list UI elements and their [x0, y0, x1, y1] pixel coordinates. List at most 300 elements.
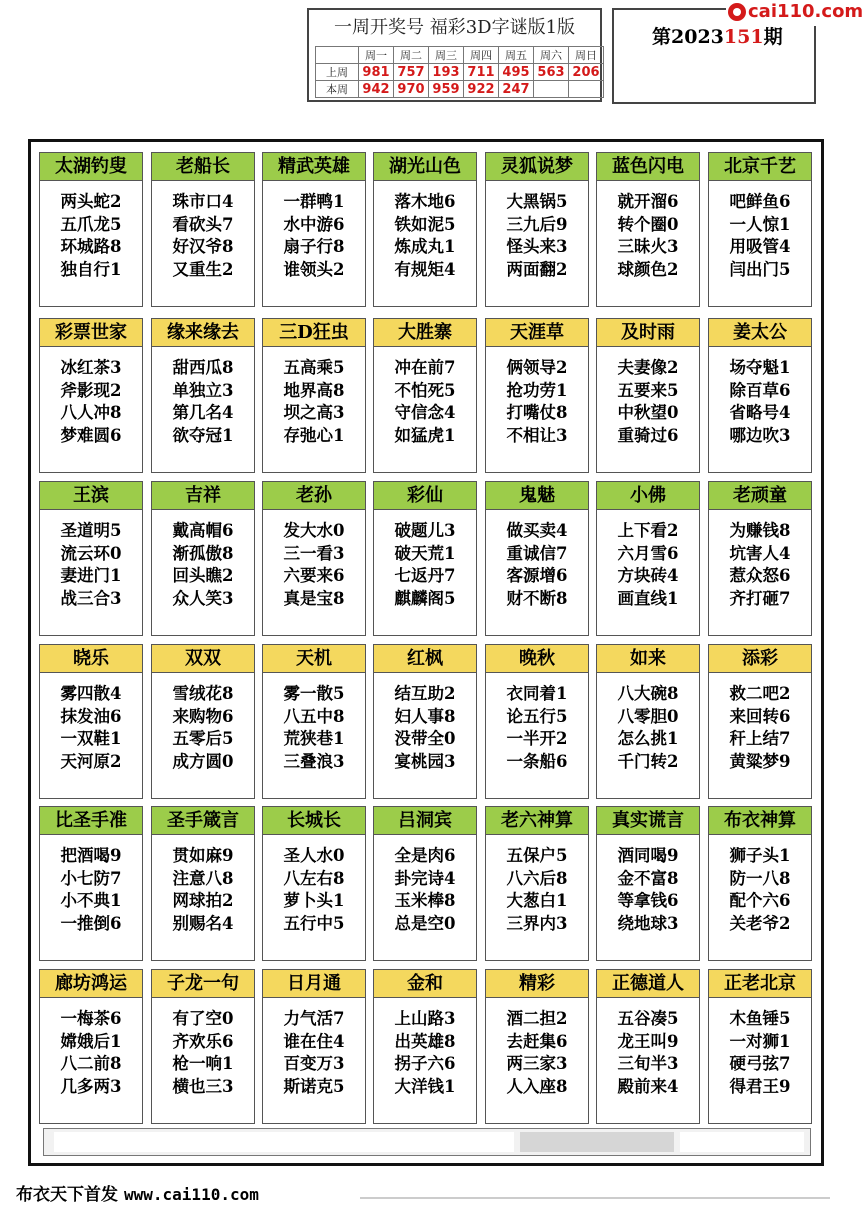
cell-author-title: 天涯草 [486, 319, 588, 347]
clue-line: 小不典1 [60, 891, 122, 910]
puzzle-cell [39, 806, 143, 961]
puzzle-cell [39, 318, 143, 473]
clue-line: 秆上结7 [729, 729, 791, 748]
puzzle-cell [39, 481, 143, 636]
puzzle-cell [596, 152, 700, 307]
clue-list [40, 1008, 142, 1098]
clue-line: 出英雄8 [394, 1031, 456, 1051]
clue-line: 嫦娥后1 [60, 1031, 122, 1051]
clue-line: 雾一散5 [283, 684, 345, 703]
clue-line: 贯如麻9 [172, 846, 234, 865]
clue-line: 硬弓弦7 [729, 1054, 791, 1073]
clue-line: 单独立3 [172, 380, 234, 400]
clue-list [486, 1008, 588, 1098]
clue-line: 得君王9 [729, 1076, 791, 1096]
clue-list [597, 357, 699, 447]
clue-line: 怎么挑1 [617, 729, 679, 748]
cell-author-title: 红枫 [374, 645, 476, 673]
draw-number [534, 81, 569, 98]
clue-line: 用吸管4 [729, 237, 791, 256]
clue-line: 画直线1 [617, 588, 679, 608]
draw-number: 970 [394, 81, 429, 98]
clue-list [40, 357, 142, 447]
clue-line: 做买卖4 [506, 521, 568, 540]
clue-line: 两头蛇2 [60, 192, 122, 211]
cell-author-title: 添彩 [709, 645, 811, 673]
cell-author-title: 廊坊鸿运 [40, 970, 142, 998]
cell-author-title: 子龙一句 [152, 970, 254, 998]
puzzle-cell [262, 644, 366, 799]
bottom-bar-blank-right [680, 1132, 804, 1152]
site-name: cai110.com [748, 1, 863, 22]
puzzle-cell [151, 152, 255, 307]
issue-prefix: 第2023 [652, 26, 724, 48]
footer-divider [360, 1197, 830, 1199]
cell-author-title: 圣手箴言 [152, 807, 254, 835]
clue-line: 哪边吹3 [729, 425, 791, 445]
draw-number: 959 [429, 81, 464, 98]
clue-list [709, 845, 811, 935]
clue-line: 横也三3 [172, 1076, 234, 1096]
clue-line: 妇人事8 [394, 706, 456, 726]
draw-number: 206 [569, 64, 604, 81]
clue-line: 水中游6 [283, 214, 345, 234]
clue-line: 木鱼锤5 [729, 1009, 791, 1028]
cell-author-title: 王滨 [40, 482, 142, 510]
clue-line: 五行中5 [283, 913, 345, 933]
draw-number: 942 [359, 81, 394, 98]
clue-line: 重诚信7 [506, 543, 568, 563]
clue-line: 三界内3 [506, 913, 568, 933]
clue-line: 救二吧2 [729, 684, 791, 703]
clue-line: 八五中8 [283, 706, 345, 726]
clue-list [709, 683, 811, 773]
clue-list [152, 357, 254, 447]
clue-list [374, 1008, 476, 1098]
puzzle-cell [373, 318, 477, 473]
clue-list [709, 520, 811, 610]
clue-list [597, 683, 699, 773]
cell-author-title: 三D狂虫 [263, 319, 365, 347]
puzzle-cell [485, 481, 589, 636]
clue-line: 斯诺克5 [283, 1076, 345, 1096]
bottom-bar-blank [54, 1132, 514, 1152]
clue-list [597, 1008, 699, 1098]
clue-line: 梦难圆6 [60, 425, 122, 445]
puzzle-cell [596, 644, 700, 799]
clue-line: 第几名4 [172, 403, 234, 422]
cell-author-title: 老船长 [152, 153, 254, 181]
clue-line: 宴桃园3 [394, 751, 456, 771]
clue-line: 三旬半3 [617, 1054, 679, 1073]
puzzle-cell [151, 806, 255, 961]
clue-line: 关老爷2 [729, 913, 791, 933]
cell-author-title: 精武英雄 [263, 153, 365, 181]
clue-line: 成方圆0 [172, 751, 234, 771]
clue-list [709, 191, 811, 281]
last-week-row [316, 64, 604, 81]
puzzle-cell [485, 969, 589, 1124]
clue-line: 欲夺冠1 [172, 425, 234, 445]
clue-line: 上山路3 [394, 1009, 456, 1028]
clue-line: 总是空0 [394, 913, 456, 933]
issue-suffix: 期 [763, 26, 783, 48]
cell-author-title: 如来 [597, 645, 699, 673]
puzzle-cell [373, 644, 477, 799]
site-logo[interactable] [726, 0, 863, 26]
clue-line: 全是肉6 [394, 846, 456, 865]
clue-list [374, 191, 476, 281]
clue-list [263, 520, 365, 610]
clue-list [40, 683, 142, 773]
cell-author-title: 长城长 [263, 807, 365, 835]
clue-line: 来购物6 [172, 706, 234, 726]
clue-line: 五高乘5 [283, 358, 345, 377]
clue-line: 大黑锅5 [506, 192, 568, 211]
clue-line: 发大水0 [283, 521, 345, 540]
clue-line: 一梅茶6 [60, 1009, 122, 1028]
draw-number-table [315, 46, 604, 98]
clue-line: 重骑过6 [617, 425, 679, 445]
weekday-header-row [316, 47, 604, 64]
clue-list [263, 357, 365, 447]
clue-line: 客源增6 [506, 566, 568, 585]
clue-list [263, 191, 365, 281]
clue-line: 战三合3 [60, 588, 122, 608]
footer-text: 布衣天下首发 [16, 1185, 118, 1205]
clue-line: 铁如泥5 [394, 214, 456, 234]
clue-line: 流云环0 [60, 543, 122, 563]
clue-line: 斧影现2 [60, 380, 122, 400]
puzzle-cell [708, 481, 812, 636]
puzzle-cell [708, 644, 812, 799]
footer-url[interactable]: www.cai110.com [124, 1185, 259, 1204]
puzzle-cell [262, 318, 366, 473]
clue-line: 酒二担2 [506, 1009, 568, 1028]
cell-author-title: 彩票世家 [40, 319, 142, 347]
clue-line: 转个圈0 [617, 214, 679, 234]
clue-line: 三九后9 [506, 214, 568, 234]
puzzle-cell [485, 152, 589, 307]
clue-line: 五零后5 [172, 729, 234, 748]
clue-line: 千门转2 [617, 751, 679, 771]
clue-list [152, 683, 254, 773]
cell-author-title: 及时雨 [597, 319, 699, 347]
clue-line: 吧鲜鱼6 [729, 192, 791, 211]
clue-line: 炼成丸1 [394, 237, 456, 256]
clue-line: 七返丹7 [394, 566, 456, 585]
clue-line: 惹众怒6 [729, 566, 791, 585]
clue-line: 人入座8 [506, 1076, 568, 1096]
clue-line: 俩领导2 [506, 358, 568, 377]
clue-line: 坝之高3 [283, 403, 345, 422]
clue-line: 一群鸭1 [283, 192, 345, 211]
puzzle-grid [28, 139, 824, 1166]
cell-author-title: 老六神算 [486, 807, 588, 835]
clue-line: 就开溜6 [617, 192, 679, 211]
clue-line: 闫出门5 [729, 259, 791, 279]
puzzle-cell [485, 318, 589, 473]
clue-line: 中秋望0 [617, 403, 679, 422]
clue-line: 五爪龙5 [60, 214, 122, 234]
clue-line: 玉米棒8 [394, 891, 456, 910]
clue-line: 有了空0 [172, 1009, 234, 1028]
clue-line: 抹发油6 [60, 706, 122, 726]
draw-number: 711 [464, 64, 499, 81]
clue-line: 圣道明5 [60, 521, 122, 540]
cell-author-title: 缘来缘去 [152, 319, 254, 347]
cell-author-title: 布衣神算 [709, 807, 811, 835]
weekday-label: 周二 [394, 47, 429, 64]
clue-list [374, 520, 476, 610]
draw-number: 981 [359, 64, 394, 81]
clue-list [152, 1008, 254, 1098]
puzzle-cell [373, 152, 477, 307]
puzzle-cell [373, 481, 477, 636]
cell-author-title: 精彩 [486, 970, 588, 998]
clue-line: 扇子行8 [283, 237, 345, 256]
puzzle-cell [151, 481, 255, 636]
clue-line: 天河原2 [60, 751, 122, 771]
clue-line: 地界高8 [283, 380, 345, 400]
clue-line: 两面翻2 [506, 259, 568, 279]
puzzle-cell [39, 644, 143, 799]
clue-list [40, 191, 142, 281]
clue-line: 去赶集6 [506, 1031, 568, 1051]
clue-line: 没带全0 [394, 729, 456, 748]
clue-line: 好汉爷8 [172, 237, 234, 256]
weekday-label: 周五 [499, 47, 534, 64]
puzzle-cell [708, 969, 812, 1124]
clue-line: 金不富8 [617, 868, 679, 888]
clue-line: 衣同着1 [506, 684, 568, 703]
puzzle-cell [596, 318, 700, 473]
clue-line: 方块砖4 [617, 566, 679, 585]
clue-line: 球颜色2 [617, 259, 679, 279]
clue-line: 八六后8 [506, 868, 568, 888]
clue-line: 上下看2 [617, 521, 679, 540]
draw-number: 563 [534, 64, 569, 81]
puzzle-cell [708, 806, 812, 961]
puzzle-cell [262, 806, 366, 961]
clue-line: 一推倒6 [60, 913, 122, 933]
cell-author-title: 小佛 [597, 482, 699, 510]
cell-author-title: 金和 [374, 970, 476, 998]
logo-circle-icon [728, 3, 746, 21]
clue-line: 三昧火3 [617, 237, 679, 256]
clue-line: 萝卜头1 [283, 891, 345, 910]
clue-list [374, 357, 476, 447]
cell-author-title: 湖光山色 [374, 153, 476, 181]
weekly-draw-panel [307, 8, 602, 102]
clue-line: 几多两3 [60, 1076, 122, 1096]
clue-line: 守信念4 [394, 403, 456, 422]
cell-author-title: 吉祥 [152, 482, 254, 510]
clue-line: 网球拍2 [172, 891, 234, 910]
clue-line: 八零胆0 [617, 706, 679, 726]
cell-author-title: 双双 [152, 645, 254, 673]
clue-line: 龙王叫9 [617, 1031, 679, 1051]
clue-line: 配个六6 [729, 891, 791, 910]
puzzle-cell [596, 806, 700, 961]
clue-line: 一双鞋1 [60, 729, 122, 748]
clue-line: 别赐名4 [172, 913, 234, 933]
clue-line: 酒同喝9 [617, 846, 679, 865]
clue-line: 一人惊1 [729, 214, 791, 234]
cell-author-title: 北京千艺 [709, 153, 811, 181]
clue-line: 来回转6 [729, 706, 791, 726]
clue-line: 拐子六6 [394, 1054, 456, 1073]
cell-author-title: 老顽童 [709, 482, 811, 510]
clue-list [263, 683, 365, 773]
clue-line: 不怕死5 [394, 380, 456, 400]
clue-line: 财不断8 [506, 588, 568, 608]
puzzle-cell [708, 318, 812, 473]
clue-line: 又重生2 [172, 259, 234, 279]
clue-line: 省略号4 [729, 403, 791, 422]
clue-list [374, 845, 476, 935]
clue-line: 雪绒花8 [172, 684, 234, 703]
clue-list [152, 191, 254, 281]
cell-author-title: 姜太公 [709, 319, 811, 347]
draw-number: 247 [499, 81, 534, 98]
clue-line: 力气活7 [283, 1009, 345, 1028]
clue-list [597, 520, 699, 610]
clue-list [486, 520, 588, 610]
cell-author-title: 蓝色闪电 [597, 153, 699, 181]
clue-line: 卦完诗4 [394, 868, 456, 888]
cell-author-title: 鬼魅 [486, 482, 588, 510]
clue-list [152, 520, 254, 610]
weekday-label: 周三 [429, 47, 464, 64]
clue-line: 荒狭巷1 [283, 729, 345, 748]
puzzle-cell [485, 806, 589, 961]
cell-author-title: 日月通 [263, 970, 365, 998]
clue-list [709, 1008, 811, 1098]
puzzle-cell [151, 318, 255, 473]
clue-line: 五保户5 [506, 846, 568, 865]
clue-line: 小七防7 [60, 868, 122, 888]
clue-line: 回头瞧2 [172, 566, 234, 585]
cell-author-title: 正老北京 [709, 970, 811, 998]
clue-line: 场夺魁1 [729, 358, 791, 377]
clue-line: 夫妻像2 [617, 358, 679, 377]
draw-number [569, 81, 604, 98]
clue-line: 五要来5 [617, 380, 679, 400]
cell-author-title: 老孙 [263, 482, 365, 510]
clue-list [597, 191, 699, 281]
clue-line: 百变万3 [283, 1054, 345, 1073]
weekday-label: 周一 [359, 47, 394, 64]
bottom-bar [43, 1128, 811, 1156]
clue-line: 八人冲8 [60, 403, 122, 422]
draw-number: 193 [429, 64, 464, 81]
clue-line: 狮子头1 [729, 846, 791, 865]
clue-list [40, 520, 142, 610]
puzzle-cell [596, 969, 700, 1124]
puzzle-cell [39, 969, 143, 1124]
cell-author-title: 太湖钓叟 [40, 153, 142, 181]
bottom-bar-shade [520, 1132, 674, 1152]
clue-list [486, 683, 588, 773]
clue-line: 黄粱梦9 [729, 751, 791, 771]
clue-line: 八二前8 [60, 1054, 122, 1073]
weekday-label: 周六 [534, 47, 569, 64]
cell-author-title: 灵狐说梦 [486, 153, 588, 181]
clue-line: 枪一响1 [172, 1054, 234, 1073]
weekday-label: 周日 [569, 47, 604, 64]
cell-author-title: 天机 [263, 645, 365, 673]
puzzle-cell [151, 969, 255, 1124]
clue-line: 论五行5 [506, 706, 568, 726]
clue-line: 戴高帽6 [172, 521, 234, 540]
clue-line: 甜西瓜8 [172, 358, 234, 377]
clue-list [486, 357, 588, 447]
clue-line: 六月雪6 [617, 543, 679, 563]
clue-line: 破天荒1 [394, 543, 456, 563]
clue-line: 独自行1 [60, 259, 122, 279]
clue-line: 雾四散4 [60, 684, 122, 703]
clue-line: 妻进门1 [60, 566, 122, 585]
clue-line: 注意八8 [172, 868, 234, 888]
row-label: 上周 [316, 64, 359, 81]
clue-line: 等拿钱6 [617, 891, 679, 910]
cell-author-title: 大胜寨 [374, 319, 476, 347]
clue-line: 渐孤傲8 [172, 543, 234, 563]
clue-line: 众人笑3 [172, 588, 234, 608]
panel-title: 一周开奖号 福彩3D字谜版1版 [333, 17, 576, 38]
clue-line: 环城路8 [60, 237, 122, 256]
clue-line: 五谷凑5 [617, 1009, 679, 1028]
clue-line: 一条船6 [506, 751, 568, 771]
clue-line: 齐打砸7 [729, 588, 791, 608]
clue-line: 八左右8 [283, 868, 345, 888]
puzzle-cell [373, 806, 477, 961]
clue-line: 两三家3 [506, 1054, 568, 1073]
clue-line: 为赚钱8 [729, 521, 791, 540]
puzzle-cell [373, 969, 477, 1124]
clue-line: 冰红茶3 [60, 358, 122, 377]
cell-author-title: 正德道人 [597, 970, 699, 998]
clue-line: 有规矩4 [394, 259, 456, 279]
puzzle-cell [262, 969, 366, 1124]
clue-line: 齐欢乐6 [172, 1031, 234, 1051]
clue-line: 三一看3 [283, 543, 345, 563]
cell-author-title: 晓乐 [40, 645, 142, 673]
clue-line: 三叠浪3 [283, 751, 345, 771]
puzzle-cell [39, 152, 143, 307]
clue-list [597, 845, 699, 935]
clue-list [486, 845, 588, 935]
footer [16, 1180, 259, 1205]
issue-number-value: 151 [723, 26, 764, 48]
clue-list [486, 191, 588, 281]
cell-author-title: 吕洞宾 [374, 807, 476, 835]
clue-line: 大洋钱1 [394, 1076, 456, 1096]
clue-line: 殿前来4 [617, 1076, 679, 1096]
clue-line: 冲在前7 [394, 358, 456, 377]
clue-line: 珠市口4 [172, 192, 234, 211]
puzzle-cell [262, 481, 366, 636]
clue-line: 打嘴仗8 [506, 403, 568, 422]
corner-cell [316, 47, 359, 64]
puzzle-cell [708, 152, 812, 307]
puzzle-cell [485, 644, 589, 799]
row-label: 本周 [316, 81, 359, 98]
cell-author-title: 真实谎言 [597, 807, 699, 835]
clue-line: 谁领头2 [283, 259, 345, 279]
clue-line: 结互助2 [394, 684, 456, 703]
